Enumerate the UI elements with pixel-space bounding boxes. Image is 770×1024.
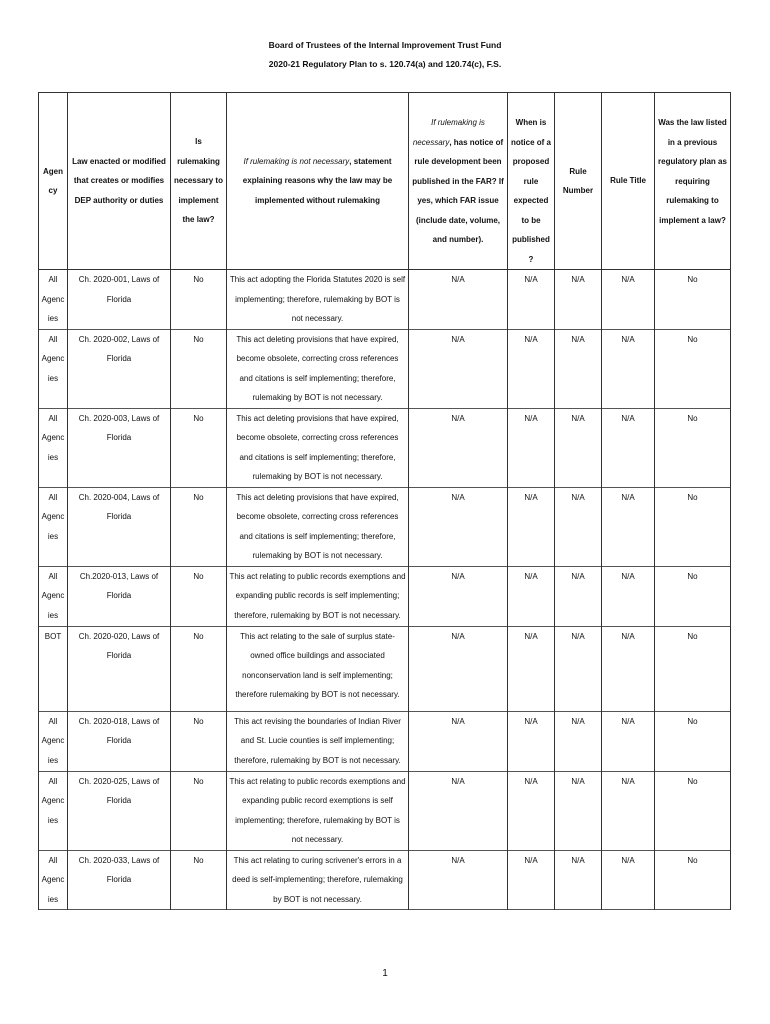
- cell-rule-number: N/A: [555, 566, 602, 626]
- cell-rule-number: N/A: [555, 711, 602, 771]
- cell-law: Ch. 2020-020, Laws of Florida: [68, 626, 171, 711]
- cell-law: Ch. 2020-001, Laws of Florida: [68, 270, 171, 330]
- cell-agency: All Agencies: [39, 850, 68, 910]
- cell-law: Ch. 2020-018, Laws of Florida: [68, 711, 171, 771]
- cell-when: N/A: [508, 771, 555, 850]
- cell-rule-title: N/A: [602, 487, 655, 566]
- col-header-necessary: Is rulemaking necessary to implement the law?: [171, 93, 227, 270]
- cell-rule-title: N/A: [602, 566, 655, 626]
- table-row: [39, 850, 731, 910]
- table-row: [39, 711, 731, 771]
- cell-necessary: No: [171, 408, 227, 487]
- table-row: [39, 566, 731, 626]
- cell-when: N/A: [508, 270, 555, 330]
- cell-when: N/A: [508, 566, 555, 626]
- cell-rule-title: N/A: [602, 329, 655, 408]
- cell-agency: All Agencies: [39, 329, 68, 408]
- cell-when: N/A: [508, 487, 555, 566]
- table-row: [39, 771, 731, 850]
- table-row: [39, 487, 731, 566]
- cell-rule-title: N/A: [602, 711, 655, 771]
- cell-law: Ch. 2020-002, Laws of Florida: [68, 329, 171, 408]
- notice-rest: , has notice of rule development been published in the FAR? If yes, which FAR issue (include date, volume, and number).: [412, 137, 504, 244]
- cell-when: N/A: [508, 850, 555, 910]
- cell-rule-number: N/A: [555, 771, 602, 850]
- col-header-law: Law enacted or modified that creates or modifies DEP authority or duties: [68, 93, 171, 270]
- cell-necessary: No: [171, 771, 227, 850]
- cell-agency: All Agencies: [39, 270, 68, 330]
- cell-previous: No: [655, 329, 731, 408]
- cell-statement: This act relating to the sale of surplus state-owned office buildings and associated nonconservation land is self implementing; therefore rulemaking by BOT is not necessary.: [227, 626, 409, 711]
- table-row: [39, 626, 731, 711]
- cell-rule-number: N/A: [555, 270, 602, 330]
- cell-agency: All Agencies: [39, 566, 68, 626]
- cell-previous: No: [655, 270, 731, 330]
- cell-rule-number: N/A: [555, 850, 602, 910]
- table-row: [39, 408, 731, 487]
- statement-rest: , statement explaining reasons why the law may be implemented without rulemaking: [242, 156, 393, 205]
- cell-law: Ch. 2020-004, Laws of Florida: [68, 487, 171, 566]
- cell-previous: No: [655, 850, 731, 910]
- col-header-rule-title: Rule Title: [602, 93, 655, 270]
- cell-notice: N/A: [409, 771, 508, 850]
- document-subtitle: 2020-21 Regulatory Plan to s. 120.74(a) and 120.74(c), F.S.: [268, 59, 502, 69]
- document-title: Board of Trustees of the Internal Improvement Trust Fund: [268, 40, 502, 50]
- cell-notice: N/A: [409, 626, 508, 711]
- cell-law: Ch.2020-013, Laws of Florida: [68, 566, 171, 626]
- regulatory-plan-table: [38, 92, 731, 910]
- cell-when: N/A: [508, 626, 555, 711]
- cell-statement: This act deleting provisions that have expired, become obsolete, correcting cross references and citations is self implementing; therefore, rulemaking by BOT is not necessary.: [227, 329, 409, 408]
- col-header-agency: Agency: [39, 93, 68, 270]
- cell-agency: All Agencies: [39, 408, 68, 487]
- cell-previous: No: [655, 487, 731, 566]
- cell-rule-title: N/A: [602, 771, 655, 850]
- cell-when: N/A: [508, 711, 555, 771]
- cell-notice: N/A: [409, 487, 508, 566]
- cell-statement: This act revising the boundaries of Indian River and St. Lucie counties is self implementing; therefore, rulemaking by BOT is not necessary.: [227, 711, 409, 771]
- cell-previous: No: [655, 771, 731, 850]
- cell-when: N/A: [508, 329, 555, 408]
- notice-italic: If rulemaking is necessary: [412, 118, 485, 147]
- col-header-when: When is notice of a proposed rule expected to be published?: [508, 93, 555, 270]
- cell-statement: This act relating to curing scrivener's errors in a deed is self-implementing; therefore, rulemaking by BOT is not necessary.: [227, 850, 409, 910]
- cell-rule-title: N/A: [602, 408, 655, 487]
- cell-necessary: No: [171, 626, 227, 711]
- cell-agency: All Agencies: [39, 771, 68, 850]
- col-header-rule-number: Rule Number: [555, 93, 602, 270]
- cell-statement: This act relating to public records exemptions and expanding public record exemptions is self implementing; therefore, rulemaking by BOT is not necessary.: [227, 771, 409, 850]
- cell-law: Ch. 2020-003, Laws of Florida: [68, 408, 171, 487]
- col-header-statement: [227, 93, 409, 270]
- cell-agency: All Agencies: [39, 487, 68, 566]
- cell-previous: No: [655, 566, 731, 626]
- cell-necessary: No: [171, 566, 227, 626]
- cell-notice: N/A: [409, 270, 508, 330]
- cell-when: N/A: [508, 408, 555, 487]
- col-header-notice: [409, 93, 508, 270]
- cell-previous: No: [655, 626, 731, 711]
- cell-law: Ch. 2020-025, Laws of Florida: [68, 771, 171, 850]
- cell-notice: N/A: [409, 850, 508, 910]
- cell-rule-number: N/A: [555, 408, 602, 487]
- cell-rule-number: N/A: [555, 329, 602, 408]
- page-number: 1: [382, 968, 388, 979]
- cell-agency: All Agencies: [39, 711, 68, 771]
- cell-notice: N/A: [409, 566, 508, 626]
- cell-statement: This act relating to public records exemptions and expanding public records is self implementing; therefore, rulemaking by BOT is not necessary.: [227, 566, 409, 626]
- cell-previous: No: [655, 408, 731, 487]
- cell-rule-title: N/A: [602, 270, 655, 330]
- cell-notice: N/A: [409, 329, 508, 408]
- cell-necessary: No: [171, 711, 227, 771]
- cell-necessary: No: [171, 329, 227, 408]
- cell-rule-title: N/A: [602, 850, 655, 910]
- cell-necessary: No: [171, 850, 227, 910]
- cell-rule-number: N/A: [555, 626, 602, 711]
- cell-statement: This act adopting the Florida Statutes 2020 is self implementing; therefore, rulemaking by BOT is not necessary.: [227, 270, 409, 330]
- cell-previous: No: [655, 711, 731, 771]
- cell-agency: BOT: [39, 626, 68, 711]
- cell-rule-number: N/A: [555, 487, 602, 566]
- cell-necessary: No: [171, 270, 227, 330]
- table-row: [39, 329, 731, 408]
- statement-italic: If rulemaking is not necessary: [243, 156, 350, 166]
- header-row: [39, 93, 731, 270]
- cell-statement: This act deleting provisions that have expired, become obsolete, correcting cross references and citations is self implementing; therefore, rulemaking by BOT is not necessary.: [227, 408, 409, 487]
- cell-rule-title: N/A: [602, 626, 655, 711]
- cell-statement: This act deleting provisions that have expired, become obsolete, correcting cross references and citations is self implementing; therefore, rulemaking by BOT is not necessary.: [227, 487, 409, 566]
- cell-necessary: No: [171, 487, 227, 566]
- col-header-previous: Was the law listed in a previous regulatory plan as requiring rulemaking to implement a law?: [655, 93, 731, 270]
- cell-notice: N/A: [409, 711, 508, 771]
- table-row: [39, 270, 731, 330]
- cell-notice: N/A: [409, 408, 508, 487]
- cell-law: Ch. 2020-033, Laws of Florida: [68, 850, 171, 910]
